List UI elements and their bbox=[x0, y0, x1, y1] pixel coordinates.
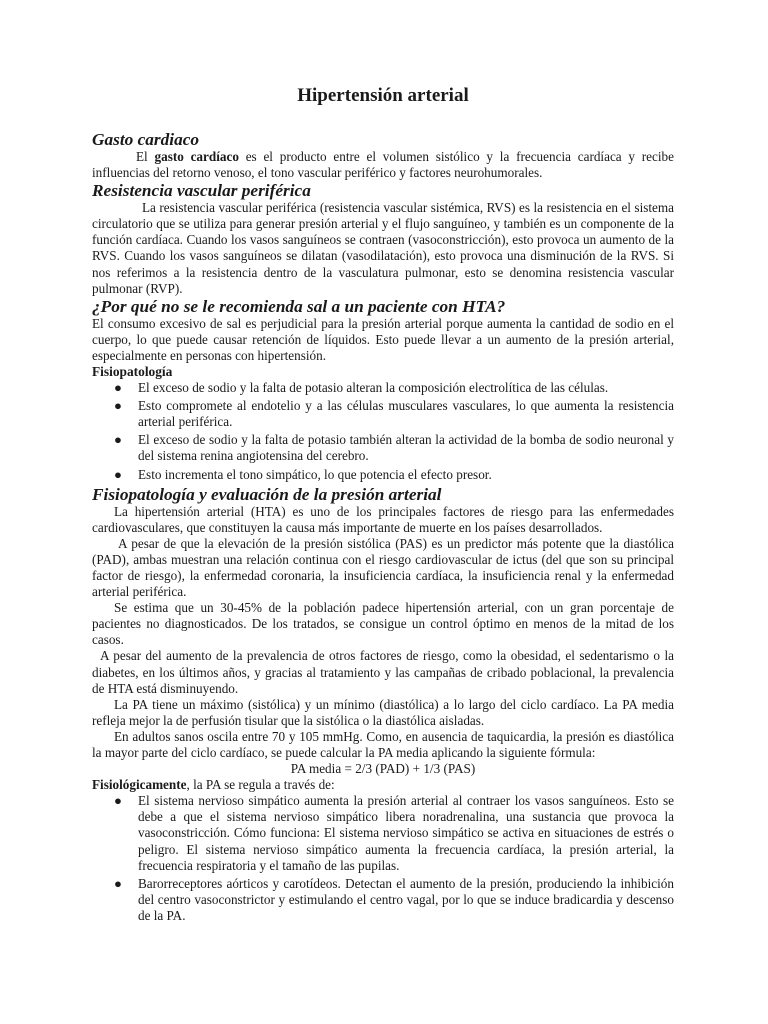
list-item-text: El exceso de sodio y la falta de potasio también alteran la actividad de la bomba de sodio neuronal y del sistema renina angiotensina del cerebro. bbox=[138, 432, 674, 464]
bullet-icon: ● bbox=[114, 875, 122, 891]
document-title: Hipertensión arterial bbox=[297, 85, 469, 106]
paragraph-pas-pad: A pesar de que la elevación de la presión sistólica (PAS) es un predictor más potente que la diastólica (PAD), ambas muestran una relación continua con el riesgo cardiovascular de ictus (del que son su principal factor de riesgo), la enfermedad coronaria, la insuficiencia cardíaca, la insuficiencia renal y la enfermedad arterial periférica. bbox=[92, 535, 674, 600]
list-item bbox=[92, 398, 674, 430]
list-item bbox=[92, 467, 674, 483]
paragraph-pa-maximo-minimo: La PA tiene un máximo (sistólica) y un mínimo (diastólica) a lo largo del ciclo cardíaco. La PA media refleja mejor la de perfusión tisular que la sistólica o la diastólica aisladas. bbox=[92, 696, 674, 728]
bold-term: gasto cardíaco bbox=[154, 149, 239, 164]
list-fisiopatologia bbox=[92, 380, 674, 483]
list-item-text: Esto compromete al endotelio y a las células musculares vasculares, lo que aumenta la resistencia arterial periférica. bbox=[138, 398, 674, 430]
list-item-text: Esto incrementa el tono simpático, lo que potencia el efecto presor. bbox=[138, 466, 492, 482]
subheading-fisiopatologia: Fisiopatología bbox=[92, 364, 173, 380]
text-run: , la PA se regula a través de: bbox=[186, 777, 335, 793]
paragraph-resistencia-vascular: La resistencia vascular periférica (resistencia vascular sistémica, RVS) es la resistencia en el sistema circulatorio que se utiliza para generar presión arterial y el flujo sanguíneo, y también es un componente de la función cardíaca. Cuando los vasos sanguíneos se contraen (vasoconstricción), esto provoca un aumento de la RVS. Cuando los vasos sanguíneos se dilatan (vasodilatación), esto provoca una disminución de la RVS. Si nos referimos a la resistencia dentro de la vasculatura pulmonar, esto se denomina resistencia vascular pulmonar (RVP). bbox=[92, 200, 674, 296]
paragraph-adultos-sanos: En adultos sanos oscila entre 70 y 105 mmHg. Como, en ausencia de taquicardia, la presión es diastólica la mayor parte del ciclo cardíaco, se puede calcular la PA media aplicando la siguiente fórmula: bbox=[92, 728, 674, 760]
text-run: es el producto entre el volumen sistólico y la frecuencia cardíaca y recibe influencias del retorno venoso, el tono vascular periférico y factores neurohumorales. bbox=[92, 149, 674, 181]
bold-term: Fisiológicamente bbox=[92, 777, 187, 793]
document-page bbox=[92, 84, 674, 926]
heading-resistencia-vascular: Resistencia vascular periférica bbox=[92, 181, 311, 201]
formula-pa-media: PA media = 2/3 (PAD) + 1/3 (PAS) bbox=[290, 761, 476, 777]
bullet-icon: ● bbox=[114, 398, 122, 414]
list-item bbox=[92, 432, 674, 464]
list-item bbox=[92, 876, 674, 924]
list-item-text: Barorreceptores aórticos y carotídeos. Detectan el aumento de la presión, produciendo la inhibición del centro vasoconstrictor y estimulando el centro vagal, por lo que se induce bradicardia y descenso de la PA. bbox=[138, 875, 674, 923]
list-item bbox=[92, 380, 674, 396]
list-item-text: El sistema nervioso simpático aumenta la presión arterial al contraer los vasos sanguíneos. Esto se debe a que el sistema nervioso simpático libera noradrenalina, una sustancia que provoca la vasoconstricción. Cómo funciona: El sistema nervioso simpático se activa en situaciones de estrés o peligro. El sistema nervioso simpático aumenta la frecuencia cardíaca, la presión arterial, la frecuencia respiratoria y el tamaño de las pupilas. bbox=[138, 793, 674, 873]
paragraph-factores-riesgo: A pesar del aumento de la prevalencia de otros factores de riesgo, como la obesidad, el sedentarismo o la diabetes, en los últimos años, y gracias al tratamiento y las campañas de cribado poblacional, la prevalencia de HTA está disminuyendo. bbox=[92, 648, 674, 696]
heading-fisiopatologia-evaluacion: Fisiopatología y evaluación de la presión arterial bbox=[92, 484, 442, 504]
bullet-icon: ● bbox=[114, 380, 122, 396]
bullet-icon: ● bbox=[114, 432, 122, 448]
paragraph-gasto-cardiaco bbox=[92, 149, 674, 181]
paragraph-regulacion bbox=[92, 777, 674, 793]
heading-sal-hta: ¿Por qué no se le recomienda sal a un paciente con HTA? bbox=[92, 296, 506, 316]
paragraph-prevalencia: Se estima que un 30-45% de la población padece hipertensión arterial, con un gran porcentaje de pacientes no diagnosticados. De los tratados, se consigue un control óptimo en menos de la mitad de los casos. bbox=[92, 600, 674, 648]
list-item-text: El exceso de sodio y la falta de potasio alteran la composición electrolítica de las células. bbox=[138, 380, 609, 396]
list-item bbox=[92, 793, 674, 873]
bullet-icon: ● bbox=[114, 793, 122, 809]
bullet-icon: ● bbox=[114, 466, 122, 482]
text-run: El bbox=[136, 149, 155, 164]
heading-gasto-cardiaco: Gasto cardiaco bbox=[92, 130, 200, 149]
list-regulacion bbox=[92, 793, 674, 924]
paragraph-sal: El consumo excesivo de sal es perjudicial para la presión arterial porque aumenta la cantidad de sodio en el cuerpo, lo que puede causar retención de líquidos. Esto puede llevar a un aumento de la presión arterial, especialmente en personas con hipertensión. bbox=[92, 315, 674, 363]
paragraph-hta-riesgo: La hipertensión arterial (HTA) es uno de los principales factores de riesgo para las enfermedades cardiovasculares, que constituyen la causa más importante de muerte en los países desarrollados. bbox=[92, 503, 674, 535]
